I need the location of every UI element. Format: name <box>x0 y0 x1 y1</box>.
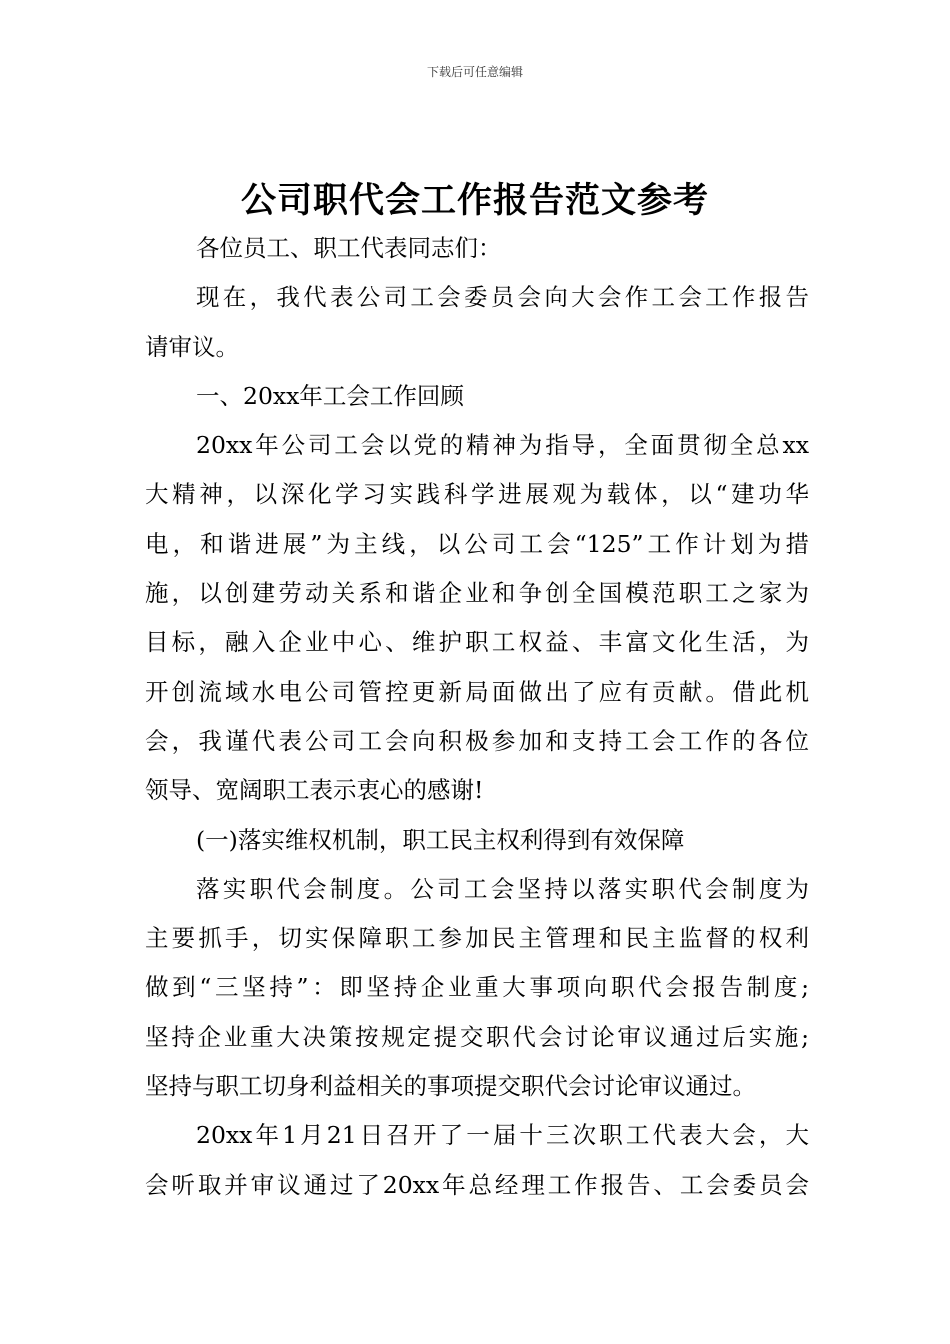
body-line: 主要抓手，切实保障职工参加民主管理和民主监督的权利 <box>145 924 809 953</box>
page-header-note: 下载后可任意编辑 <box>426 65 523 79</box>
body-line: 大精神，以深化学习实践科学进展观为载体，以“建功华 <box>145 480 809 509</box>
body-line: 一、20xx年工会工作回顾 <box>196 381 464 410</box>
body-line: 请审议。 <box>145 332 239 361</box>
body-line: 会听取并审议通过了20xx年总经理工作报告、工会委员会 <box>145 1170 809 1199</box>
body-line: 电，和谐进展”为主线，以公司工会“125”工作计划为措 <box>145 529 809 558</box>
body-line: 目标，融入企业中心、维护职工权益、丰富文化生活，为 <box>145 628 809 657</box>
body-line: 坚持与职工切身利益相关的事项提交职代会讨论审议通过。 <box>145 1072 756 1101</box>
body-line: 各位员工、职工代表同志们： <box>196 234 502 262</box>
body-line: 领导、宽阔职工表示衷心的感谢! <box>145 776 484 805</box>
document-body <box>145 224 809 1210</box>
body-line: 20xx年1月21日召开了一届十三次职工代表大会，大 <box>196 1121 809 1150</box>
body-line: 施，以创建劳动关系和谐企业和争创全国模范职工之家为 <box>145 579 809 608</box>
body-line: 落实职代会制度。公司工会坚持以落实职代会制度为 <box>196 874 809 903</box>
body-line: 20xx年公司工会以党的精神为指导，全面贯彻全总xx <box>196 431 809 460</box>
document-title: 公司职代会工作报告范文参考 <box>240 181 709 221</box>
body-line: 坚持企业重大决策按规定提交职代会讨论审议通过后实施; <box>145 1022 809 1051</box>
body-line: 做到“三坚持”：即坚持企业重大事项向职代会报告制度; <box>145 973 809 1002</box>
body-line: 会，我谨代表公司工会向积极参加和支持工会工作的各位 <box>145 726 809 755</box>
body-line: 现在，我代表公司工会委员会向大会作工会工作报告 <box>196 283 809 312</box>
body-line: 开创流域水电公司管控更新局面做出了应有贡献。借此机 <box>145 677 809 706</box>
body-line: (一)落实维权机制，职工民主权利得到有效保障 <box>196 825 685 854</box>
